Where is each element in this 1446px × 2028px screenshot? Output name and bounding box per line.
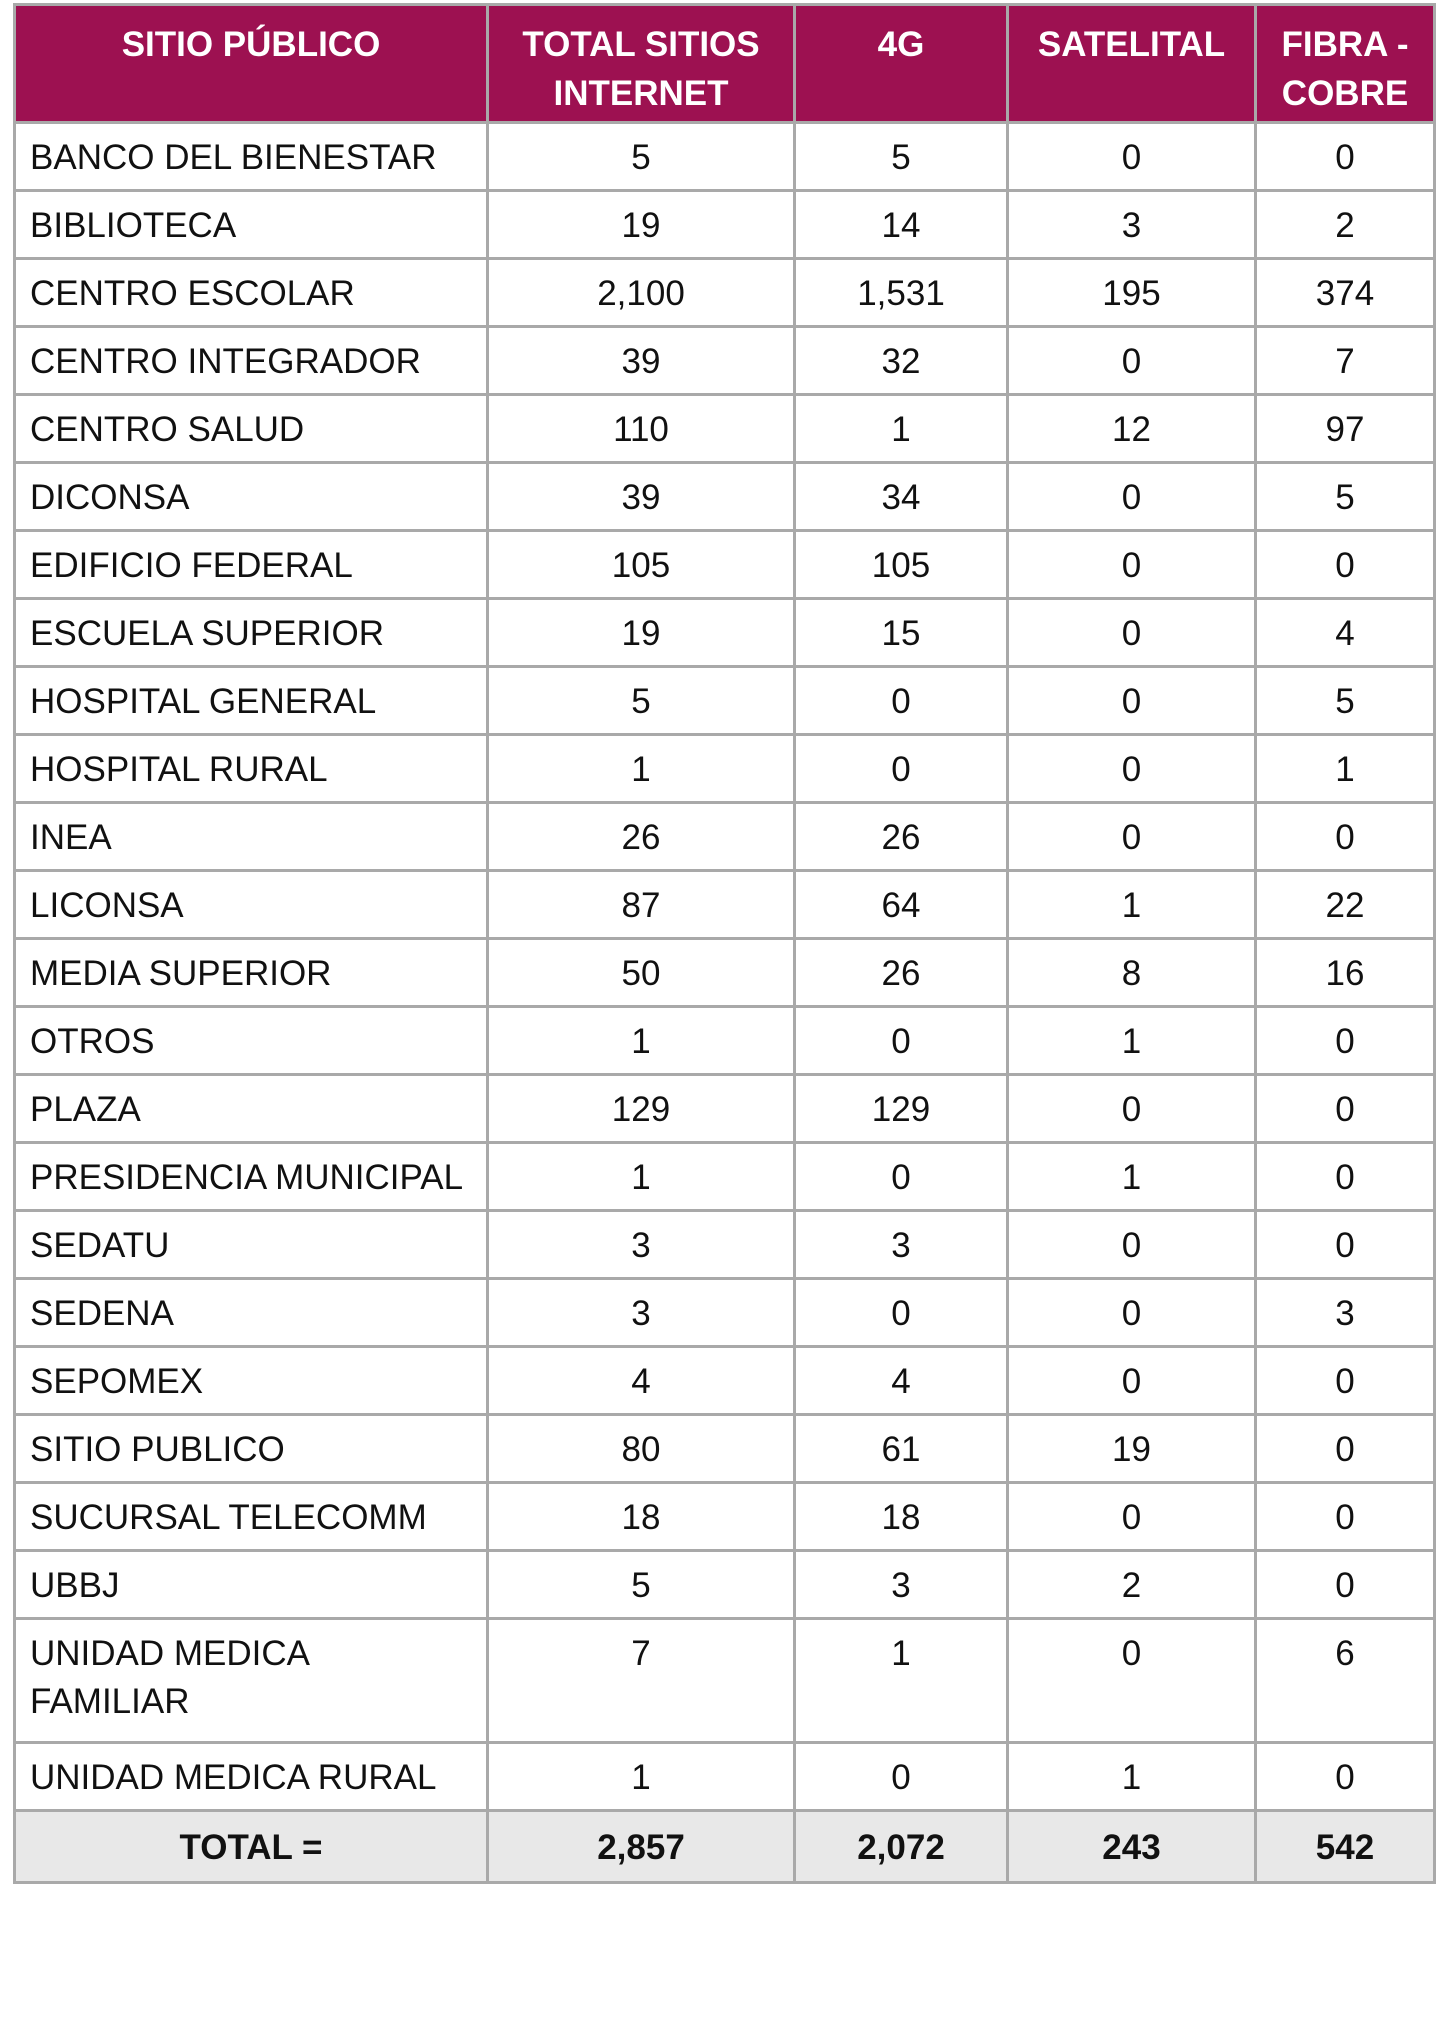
row-satelital: 3 [1008,191,1256,259]
row-satelital: 8 [1008,939,1256,1007]
table-row [15,599,1435,667]
table-row [15,191,1435,259]
row-4g: 0 [795,667,1008,735]
row-name: SEPOMEX [15,1347,488,1415]
row-total: 19 [488,599,795,667]
row-fibra: 5 [1256,463,1435,531]
row-total: 7 [488,1619,795,1743]
table-row [15,123,1435,191]
row-satelital: 0 [1008,327,1256,395]
row-fibra: 0 [1256,803,1435,871]
row-4g: 1 [795,1619,1008,1743]
row-satelital: 0 [1008,1211,1256,1279]
row-satelital: 0 [1008,803,1256,871]
row-fibra: 5 [1256,667,1435,735]
row-satelital: 195 [1008,259,1256,327]
row-4g: 5 [795,123,1008,191]
table-body [15,123,1435,1811]
row-total: 87 [488,871,795,939]
table-row [15,1347,1435,1415]
sites-table [13,3,1436,1884]
row-name: UNIDAD MEDICA FAMILIAR [15,1619,488,1743]
table-row [15,1007,1435,1075]
row-total: 3 [488,1211,795,1279]
row-satelital: 0 [1008,1483,1256,1551]
row-total: 1 [488,735,795,803]
row-satelital: 1 [1008,1143,1256,1211]
header-total-sitios: TOTAL SITIOS INTERNET [488,5,795,123]
row-fibra: 0 [1256,1007,1435,1075]
header-fibra-cobre: FIBRA - COBRE [1256,5,1435,123]
total-satelital-value: 243 [1008,1811,1256,1883]
row-fibra: 6 [1256,1619,1435,1743]
row-4g: 0 [795,1007,1008,1075]
row-satelital: 0 [1008,463,1256,531]
row-fibra: 0 [1256,1743,1435,1811]
row-satelital: 0 [1008,531,1256,599]
table-row [15,463,1435,531]
table-row [15,871,1435,939]
row-total: 50 [488,939,795,1007]
row-4g: 129 [795,1075,1008,1143]
row-total: 5 [488,1551,795,1619]
row-total: 1 [488,1743,795,1811]
table-row [15,1211,1435,1279]
row-total: 105 [488,531,795,599]
row-4g: 14 [795,191,1008,259]
row-total: 110 [488,395,795,463]
row-total: 1 [488,1143,795,1211]
row-fibra: 0 [1256,1211,1435,1279]
row-fibra: 1 [1256,735,1435,803]
row-fibra: 4 [1256,599,1435,667]
row-total: 80 [488,1415,795,1483]
row-name: CENTRO ESCOLAR [15,259,488,327]
row-satelital: 0 [1008,123,1256,191]
row-fibra: 16 [1256,939,1435,1007]
row-4g: 15 [795,599,1008,667]
row-4g: 3 [795,1551,1008,1619]
row-fibra: 97 [1256,395,1435,463]
row-4g: 3 [795,1211,1008,1279]
row-name: SEDENA [15,1279,488,1347]
table-row [15,1619,1435,1743]
row-fibra: 0 [1256,1551,1435,1619]
row-satelital: 0 [1008,1619,1256,1743]
row-name: EDIFICIO FEDERAL [15,531,488,599]
row-satelital: 2 [1008,1551,1256,1619]
table-row [15,1415,1435,1483]
table-row [15,395,1435,463]
row-name: LICONSA [15,871,488,939]
row-fibra: 2 [1256,191,1435,259]
row-name: SUCURSAL TELECOMM [15,1483,488,1551]
row-name: SITIO PUBLICO [15,1415,488,1483]
table-row [15,1279,1435,1347]
row-4g: 26 [795,939,1008,1007]
row-satelital: 1 [1008,1007,1256,1075]
row-4g: 4 [795,1347,1008,1415]
row-total: 5 [488,667,795,735]
row-name: INEA [15,803,488,871]
row-satelital: 1 [1008,871,1256,939]
row-4g: 0 [795,1279,1008,1347]
row-satelital: 0 [1008,667,1256,735]
row-total: 26 [488,803,795,871]
row-fibra: 374 [1256,259,1435,327]
row-4g: 0 [795,1743,1008,1811]
row-satelital: 0 [1008,599,1256,667]
table-row [15,259,1435,327]
row-name: CENTRO SALUD [15,395,488,463]
header-4g: 4G [795,5,1008,123]
total-sitios-value: 2,857 [488,1811,795,1883]
row-total: 2,100 [488,259,795,327]
header-satelital: SATELITAL [1008,5,1256,123]
row-name: MEDIA SUPERIOR [15,939,488,1007]
row-name: OTROS [15,1007,488,1075]
row-fibra: 0 [1256,531,1435,599]
row-total: 3 [488,1279,795,1347]
row-fibra: 0 [1256,1415,1435,1483]
row-total: 39 [488,463,795,531]
row-satelital: 0 [1008,1279,1256,1347]
table-row [15,327,1435,395]
row-fibra: 3 [1256,1279,1435,1347]
row-name: PRESIDENCIA MUNICIPAL [15,1143,488,1211]
row-total: 39 [488,327,795,395]
row-total: 4 [488,1347,795,1415]
table-row [15,531,1435,599]
row-4g: 1 [795,395,1008,463]
row-satelital: 0 [1008,735,1256,803]
row-name: BANCO DEL BIENESTAR [15,123,488,191]
row-4g: 18 [795,1483,1008,1551]
row-name: DICONSA [15,463,488,531]
row-4g: 32 [795,327,1008,395]
total-row [15,1811,1435,1883]
total-4g-value: 2,072 [795,1811,1008,1883]
row-name: HOSPITAL GENERAL [15,667,488,735]
row-4g: 0 [795,1143,1008,1211]
row-name: UNIDAD MEDICA RURAL [15,1743,488,1811]
row-satelital: 0 [1008,1347,1256,1415]
row-satelital: 0 [1008,1075,1256,1143]
row-fibra: 0 [1256,1075,1435,1143]
table-row [15,1143,1435,1211]
table-row [15,803,1435,871]
row-name: CENTRO INTEGRADOR [15,327,488,395]
total-fibra-value: 542 [1256,1811,1435,1883]
row-name: UBBJ [15,1551,488,1619]
total-label: TOTAL = [15,1811,488,1883]
table-row [15,667,1435,735]
row-satelital: 19 [1008,1415,1256,1483]
table-row [15,1743,1435,1811]
table-row [15,735,1435,803]
table-row [15,1551,1435,1619]
header-row [15,5,1435,123]
row-name: PLAZA [15,1075,488,1143]
row-fibra: 0 [1256,1347,1435,1415]
row-4g: 105 [795,531,1008,599]
row-fibra: 0 [1256,1143,1435,1211]
table-row [15,1075,1435,1143]
row-total: 5 [488,123,795,191]
row-4g: 26 [795,803,1008,871]
row-4g: 1,531 [795,259,1008,327]
row-fibra: 0 [1256,123,1435,191]
table-row [15,1483,1435,1551]
row-total: 129 [488,1075,795,1143]
row-4g: 34 [795,463,1008,531]
row-total: 18 [488,1483,795,1551]
row-fibra: 22 [1256,871,1435,939]
row-4g: 0 [795,735,1008,803]
table-row [15,939,1435,1007]
row-4g: 61 [795,1415,1008,1483]
row-name: BIBLIOTECA [15,191,488,259]
row-total: 19 [488,191,795,259]
row-fibra: 0 [1256,1483,1435,1551]
row-total: 1 [488,1007,795,1075]
row-4g: 64 [795,871,1008,939]
row-name: ESCUELA SUPERIOR [15,599,488,667]
row-fibra: 7 [1256,327,1435,395]
row-satelital: 1 [1008,1743,1256,1811]
header-sitio-publico: SITIO PÚBLICO [15,5,488,123]
row-name: HOSPITAL RURAL [15,735,488,803]
row-satelital: 12 [1008,395,1256,463]
row-name: SEDATU [15,1211,488,1279]
